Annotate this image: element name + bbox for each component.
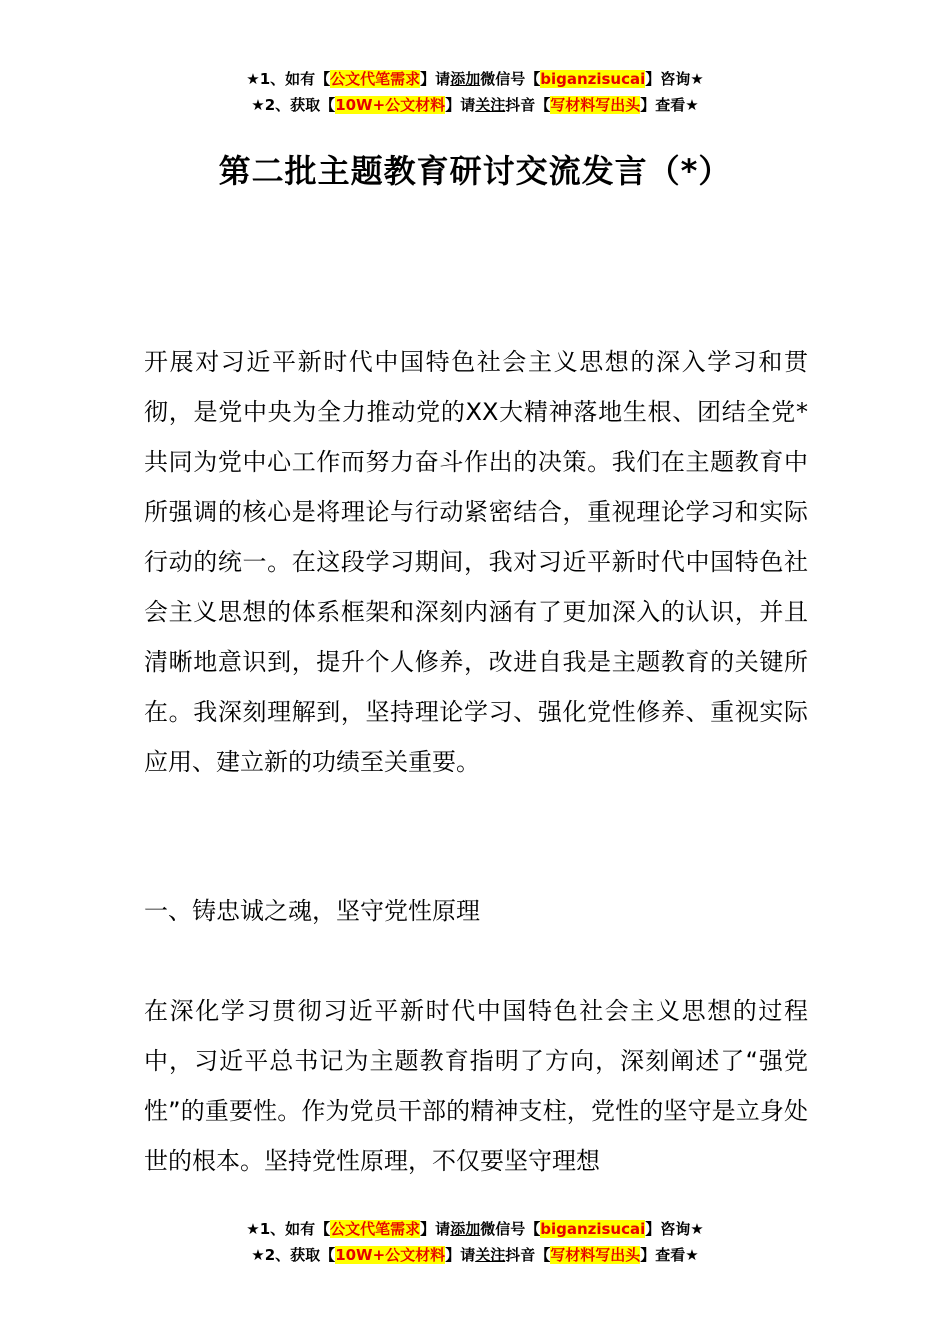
banner-highlight: 公文代笔需求: [330, 70, 421, 88]
document-title: 第二批主题教育研讨交流发言（*）: [218, 152, 732, 190]
banner-line-2: ★2、获取【10W+公文材料】请关注抖音【写材料写出头】查看★: [251, 96, 699, 114]
banner-highlight: 公文代笔需求: [330, 1220, 421, 1238]
header-banner: [0, 66, 950, 118]
banner-highlight: 写材料写出头: [550, 96, 641, 114]
banner-highlight: biganzisucai: [540, 1220, 646, 1238]
paragraph-1: 开展对习近平新时代中国特色社会主义思想的深入学习和贯彻，是党中央为全力推动党的XX大精神落地生根、团结全党*共同为党中心工作而努力奋斗作出的决策。我们在主题教育中所强调的核心是将理论与行动紧密结合，重视理论学习和实际行动的统一。在这段学习期间，我对习近平新时代中国特色社会主义思想的体系框架和深刻内涵有了更加深入的认识，并且清晰地意识到，提升个人修养，改进自我是主题教育的关键所在。我深刻理解到，坚持理论学习、强化党性修养、重视实际应用、建立新的功绩至关重要。: [144, 348, 808, 776]
banner-highlight: biganzisucai: [540, 70, 646, 88]
banner-highlight: 写材料写出头: [550, 1246, 641, 1264]
banner-line-1: ★1、如有【公文代笔需求】请添加微信号【biganzisucai】咨询★: [246, 1220, 704, 1238]
banner-highlight: 10W+公文材料: [335, 1246, 446, 1264]
banner-line-1: ★1、如有【公文代笔需求】请添加微信号【biganzisucai】咨询★: [246, 70, 704, 88]
banner-line-2: ★2、获取【10W+公文材料】请关注抖音【写材料写出头】查看★: [251, 1246, 699, 1264]
footer-banner: [0, 1216, 950, 1268]
section-heading-1: 一、铸忠诚之魂，坚守党性原理: [144, 897, 480, 925]
banner-highlight: 10W+公文材料: [335, 96, 446, 114]
paragraph-2: 在深化学习贯彻习近平新时代中国特色社会主义思想的过程中，习近平总书记为主题教育指明了方向，深刻阐述了“强党性”的重要性。作为党员干部的精神支柱，党性的坚守是立身处世的根本。坚持党性原理，不仅要坚守理想: [144, 997, 808, 1175]
